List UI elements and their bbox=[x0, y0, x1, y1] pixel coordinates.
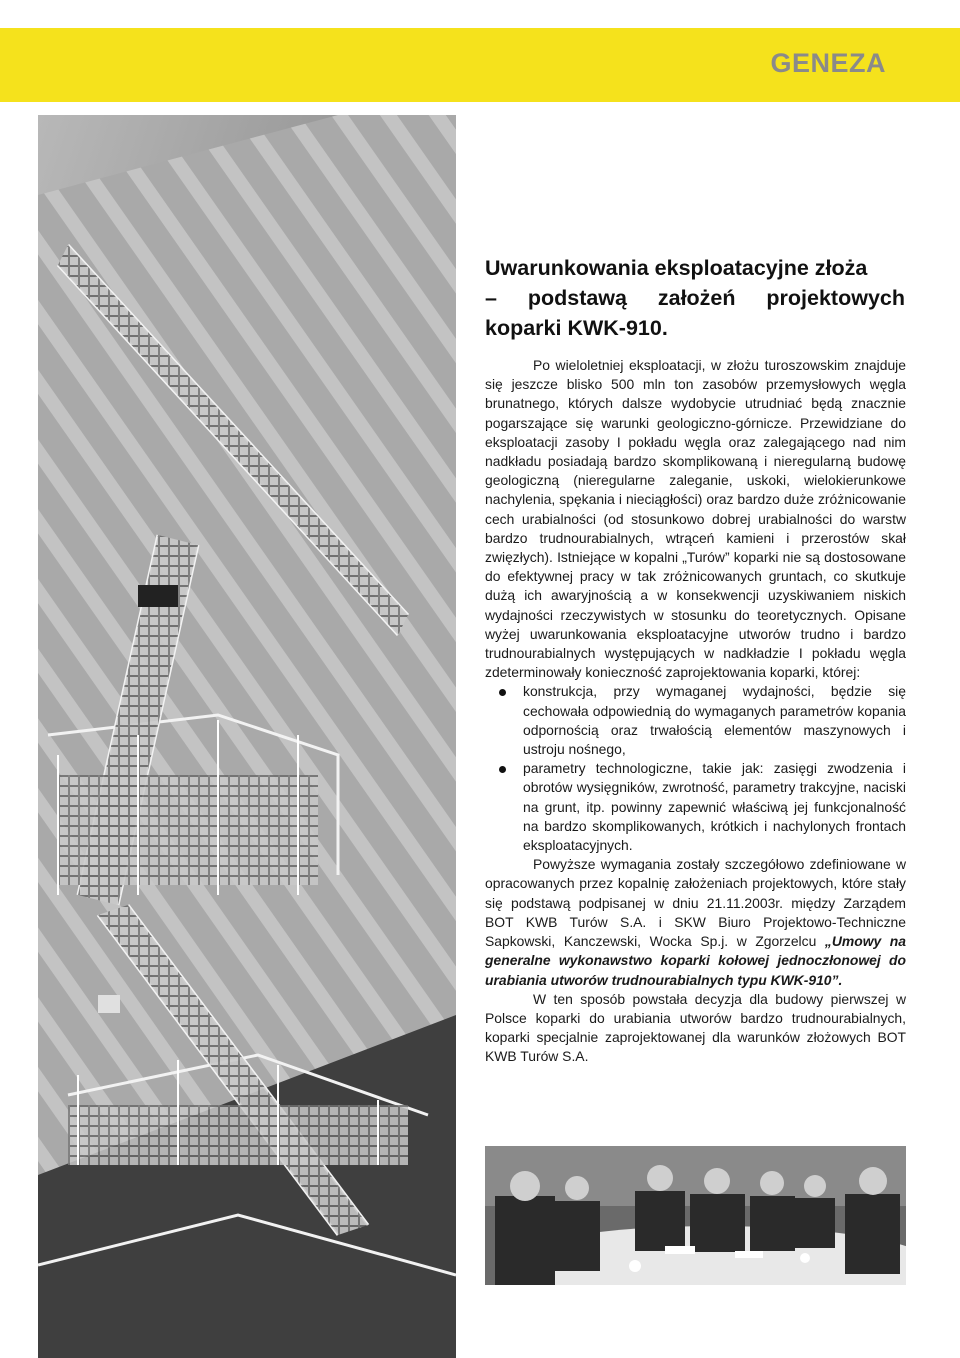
section-title: GENEZA bbox=[770, 48, 886, 78]
contract-title: „Umowy na generalne wykonawstwo koparki kołowej jednoczłonowej do urabiania utworów trudnourabialnych typu KWK-910”. bbox=[485, 933, 907, 988]
signing-meeting-photo bbox=[485, 1146, 906, 1285]
paragraph-2-text: Powyższe wymagania zostały szczegółowo zdefiniowane w opracowanych przez kopalnię założeniach projektowych, które stały się podstawą podpisanej w dniu 21.11.2003r. między Zarządem BOT KWB Turów S.A. i SKW Biuro Projektowo-Techniczne Sapkowski, Kanczewski, Wocka Sp.j. w Zgorzelcu bbox=[485, 856, 906, 950]
paragraph-1: Po wieloletniej eksploatacji, w złożu turoszowskim znajduje się jeszcze blisko 500 mln ton zasobów przemysłowych węgla brunatnego, których dalsze wydobycie utrudniać będą znacznie pogarszające się warunki geologiczno-górnicze. Przewidziane do eksploatacji zasoby I pokładu węgla oraz zalegającego nad nim nadkładu posiadają bardzo skomplikowaną i nieregularną budowę geologiczną (nieregularne zaleganie, uskoki, wielokierunkowe nachylenia, spękania i nieciągłości) oraz bardzo duże zróżnicowanie cech urabialności (od stosunkowo dobrej urabialności do warstw bardzo trudnourabialnych, wtrąceń kamieni i przerostów skał zwięzłych). Istniejące w kopalni „Turów” koparki nie są dostosowane do efektywnej pracy w tak zróżnicowanych gruntach, co skutkuje dużą ich awaryjnością a w konsekwencji uzyskiwaniem niskich wydajności rzeczywistych w stosunku do teoretycznych. Opisane wyżej uwarunkowania eksploatacyjne utworów trudno i bardzo trudnourabialnych występujących w nadkładzie I pokładu węgla zdeterminowały konieczność zaprojektowania koparki, której: bbox=[485, 357, 906, 681]
paragraph-3: W ten sposób powstała decyzja dla budowy pierwszej w Polsce koparki do urabiania utworów bardzo trudnourabialnych, koparki specjalnie zaprojektowanej dla warunków złożowych BOT KWB Turów S.A. bbox=[485, 990, 906, 1065]
meeting-illustration bbox=[485, 1146, 906, 1285]
bullet-icon bbox=[499, 766, 506, 773]
article-title bbox=[485, 253, 905, 343]
article-body bbox=[485, 356, 906, 1067]
bullet-icon bbox=[499, 689, 506, 696]
header-banner bbox=[0, 28, 960, 102]
requirements-list bbox=[485, 682, 906, 855]
list-item-text: parametry technologiczne, takie jak: zasięgi zwodzenia i obrotów wysięgników, zwrotność, parametry trakcyjne, naciski na grunt, itp. powinny zapewnić właściwą jej funkcjonalność na bardzo skomplikowanych, krótkich i nachylonych frontach eksploatacyjnych. bbox=[523, 760, 906, 854]
list-item bbox=[485, 759, 906, 855]
article-title-line-1: Uwarunkowania eksploatacyjne złoża bbox=[485, 256, 868, 280]
list-item-text: konstrukcja, przy wymaganej wydajności, będzie się cechowała odpowiednią do wymaganych parametrów kopania odpornością oraz trwałością elementów maszynowych i ustroju nośnego, bbox=[523, 683, 906, 758]
excavator-staircase-illustration bbox=[38, 115, 456, 1358]
article-title-line-2: – podstawą założeń projektowych bbox=[485, 286, 905, 310]
excavator-staircase-photo bbox=[38, 115, 456, 1358]
list-item bbox=[485, 682, 906, 759]
article-title-line-3: koparki KWK-910. bbox=[485, 316, 668, 340]
paragraph-2 bbox=[485, 855, 906, 989]
